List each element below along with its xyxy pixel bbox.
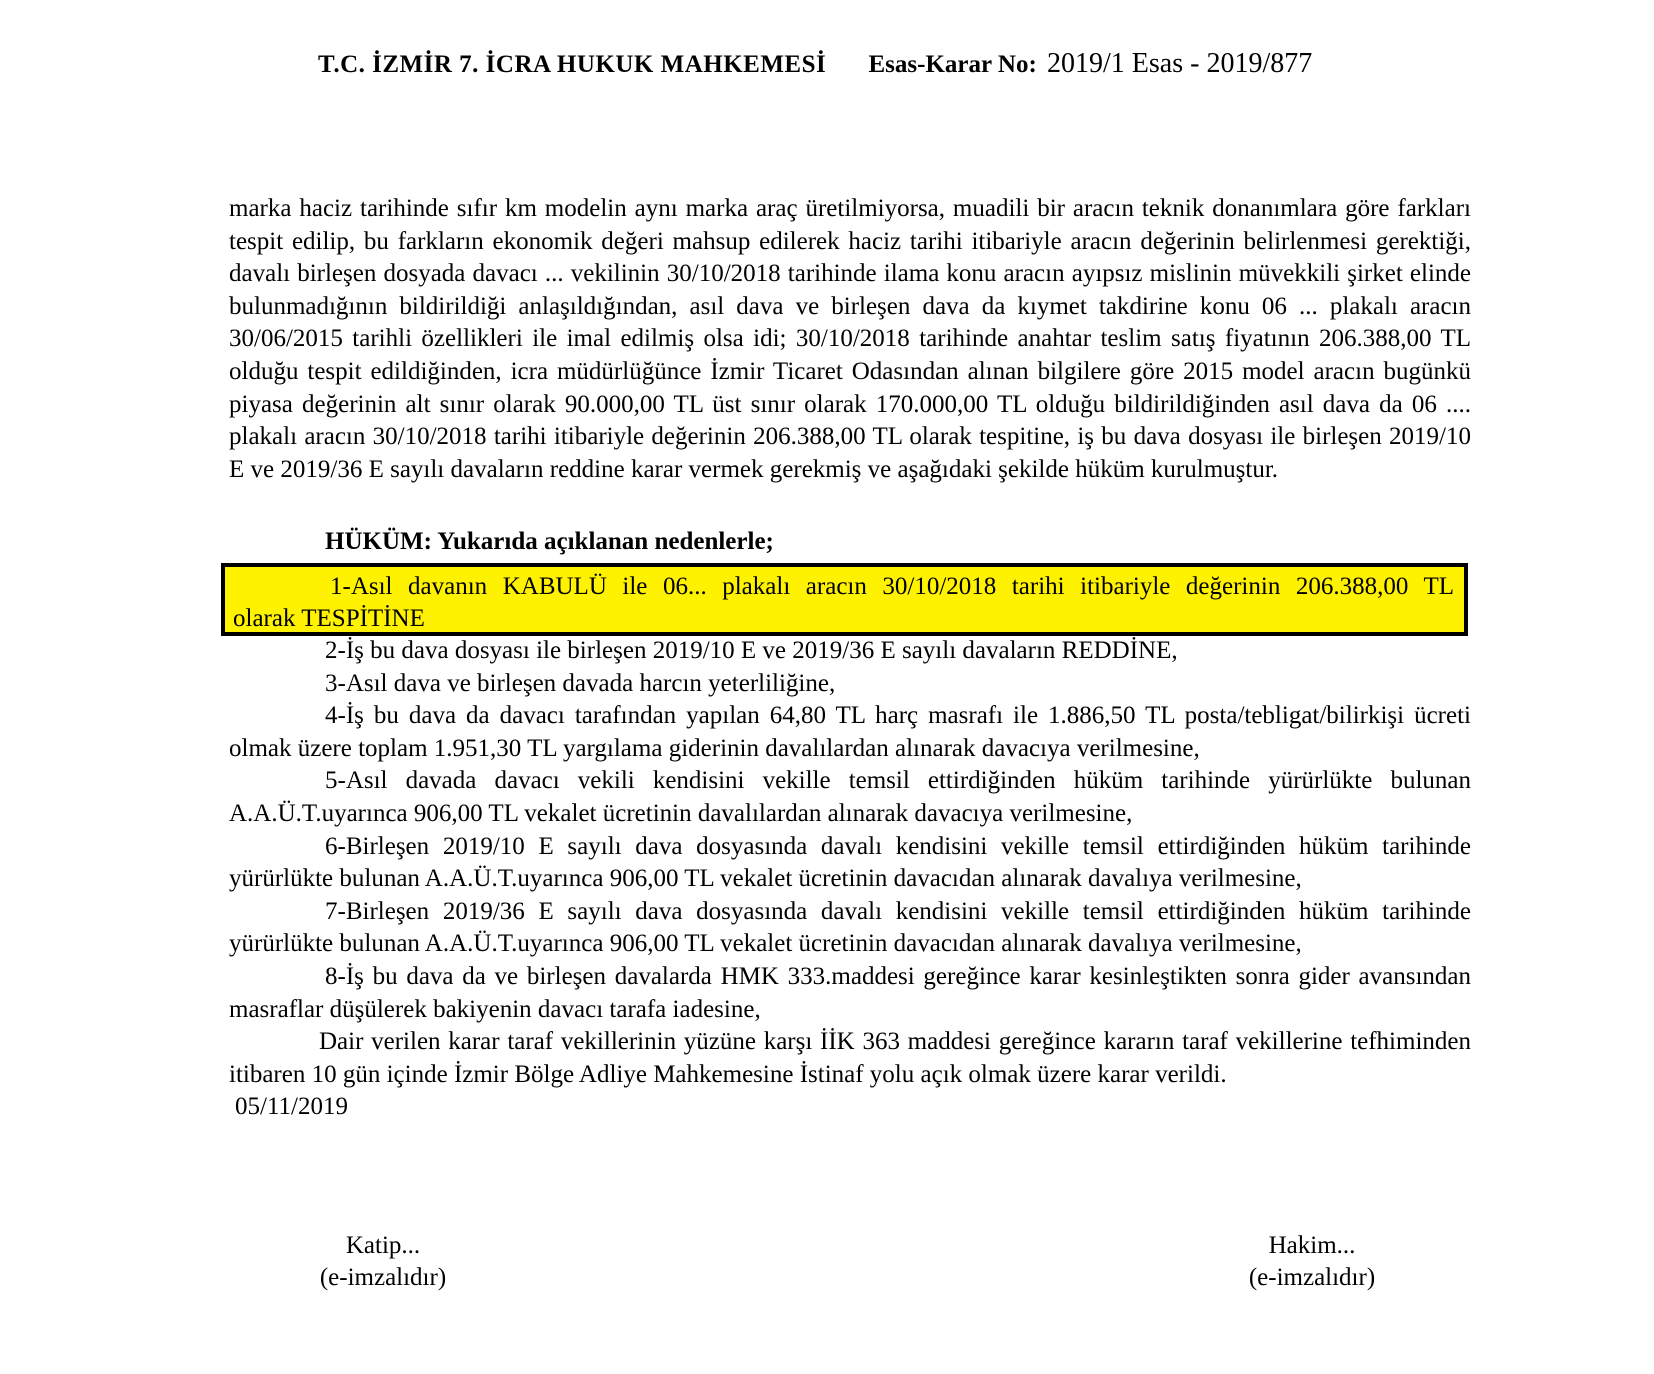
verdict-item: 6-Birleşen 2019/10 E sayılı dava dosyasında davalı kendisini vekille temsil ettirdiğinden hüküm tarihinde yürürlükte bulunan A.A.Ü.T.uyarınca 906,00 TL vekalet ücretinin davacıdan alınarak davalıya verilmesine, bbox=[229, 832, 1471, 893]
clerk-e-signature-note: (e-imzalıdır) bbox=[319, 1264, 447, 1291]
document-header bbox=[318, 48, 1312, 80]
verdict-item: 5-Asıl davada davacı vekili kendisini vekille temsil ettirdiğinden hüküm tarihinde yürürlükte bulunan A.A.Ü.T.uyarınca 906,00 TL vekalet ücretinin davalılardan alınarak davacıya verilmesine, bbox=[229, 767, 1471, 827]
verdict-item-1-line1: 1-Asıl davanın KABULÜ ile 06... plakalı aracın 30/10/2018 tarihi itibariyle değerinin 206.388,00 TL bbox=[330, 573, 1454, 600]
verdict-heading: HÜKÜM: Yukarıda açıklanan nedenlerle; bbox=[325, 528, 774, 555]
case-number: 2019/1 Esas - 2019/877 bbox=[1047, 48, 1313, 79]
clerk-title: Katip... bbox=[345, 1232, 421, 1259]
verdict-item: 8-İş bu dava da ve birleşen davalarda HMK 333.maddesi gereğince karar kesinleştikten sonra gider avansından masraflar düşülerek bakiyenin davacı tarafa iadesine, bbox=[229, 962, 1471, 1023]
decision-date: 05/11/2019 bbox=[235, 1093, 348, 1121]
court-name: T.C. İZMİR 7. İCRA HUKUK MAHKEMESİ bbox=[318, 51, 827, 78]
verdict-item: 4-İş bu dava da davacı tarafından yapılan 64,80 TL harç masrafı ile 1.886,50 TL posta/tebligat/bilirkişi ücreti olmak üzere toplam 1.951,30 TL yargılama giderinin davalılardan alınarak davacıya verilmesine, bbox=[229, 702, 1471, 762]
judge-title: Hakim... bbox=[1268, 1232, 1356, 1259]
verdict-item: 7-Birleşen 2019/36 E sayılı dava dosyasında davalı kendisini vekille temsil ettirdiğinden hüküm tarihinde yürürlükte bulunan A.A.Ü.T.uyarınca 906,00 TL vekalet ücretinin davacıdan alınarak davalıya verilmesine, bbox=[229, 897, 1471, 958]
judge-e-signature-note: (e-imzalıdır) bbox=[1248, 1264, 1376, 1291]
verdict-item: 3-Asıl dava ve birleşen davada harcın yeterliliğine, bbox=[325, 669, 836, 697]
judge-signature bbox=[1232, 1230, 1392, 1294]
case-number-label: Esas-Karar No: bbox=[868, 51, 1037, 78]
verdict-item-1-line2: olarak TESPİTİNE bbox=[233, 605, 425, 632]
clerk-signature bbox=[303, 1230, 463, 1294]
verdict-items bbox=[229, 635, 1471, 1124]
reasoning-section bbox=[229, 193, 1471, 486]
verdict-item: 2-İş bu dava dosyası ile birleşen 2019/10 E ve 2019/36 E sayılı davaların REDDİNE, bbox=[325, 637, 1178, 664]
closing-paragraph: Dair verilen karar taraf vekillerinin yüzüne karşı İİK 363 maddesi gereğince kararın taraf vekillerine tefhiminden itibaren 10 gün içinde İzmir Bölge Adliye Mahkemesine İstinaf yolu açık olmak üzere karar verildi. bbox=[229, 1028, 1471, 1088]
reasoning-paragraph: marka haciz tarihinde sıfır km modelin aynı marka araç üretilmiyorsa, muadili bir aracın teknik donanımlara göre farkları tespit edilip, bu farkların ekonomik değeri mahsup edilerek haciz tarihi itibariyle aracın değerinin belirlenmesi gerektiği, davalı birleşen dosyada davacı ... vekilinin 30/10/2018 tarihinde ilama konu aracın ayıpsız mislinin müvekkili şirket elinde bulunmadığının bildirildiği anlaşıldığından, asıl dava ve birleşen dava da kıymet takdirine konu 06 ... plakalı aracın 30/06/2015 tarihli özellikleri ile imal edilmiş olsa idi; 30/10/2018 tarihinde anahtar teslim satış fiyatının 206.388,00 TL olduğu tespit edildiğinden, icra müdürlüğünce İzmir Ticaret Odasından alınan bilgilere göre 2015 model aracın bugünkü piyasa değerinin alt sınır olarak 90.000,00 TL üst sınır olarak 170.000,00 TL olduğu bildirildiğinden asıl dava da 06 .... plakalı aracın 30/10/2018 tarihi itibariyle değerinin 206.388,00 TL olarak tespitine, iş bu dava dosyası ile birleşen 2019/10 E ve 2019/36 E sayılı davaların reddine karar vermek gerekmiş ve aşağıdaki şekilde hüküm kurulmuştur. bbox=[229, 195, 1471, 483]
highlighted-verdict-item bbox=[221, 563, 1468, 636]
